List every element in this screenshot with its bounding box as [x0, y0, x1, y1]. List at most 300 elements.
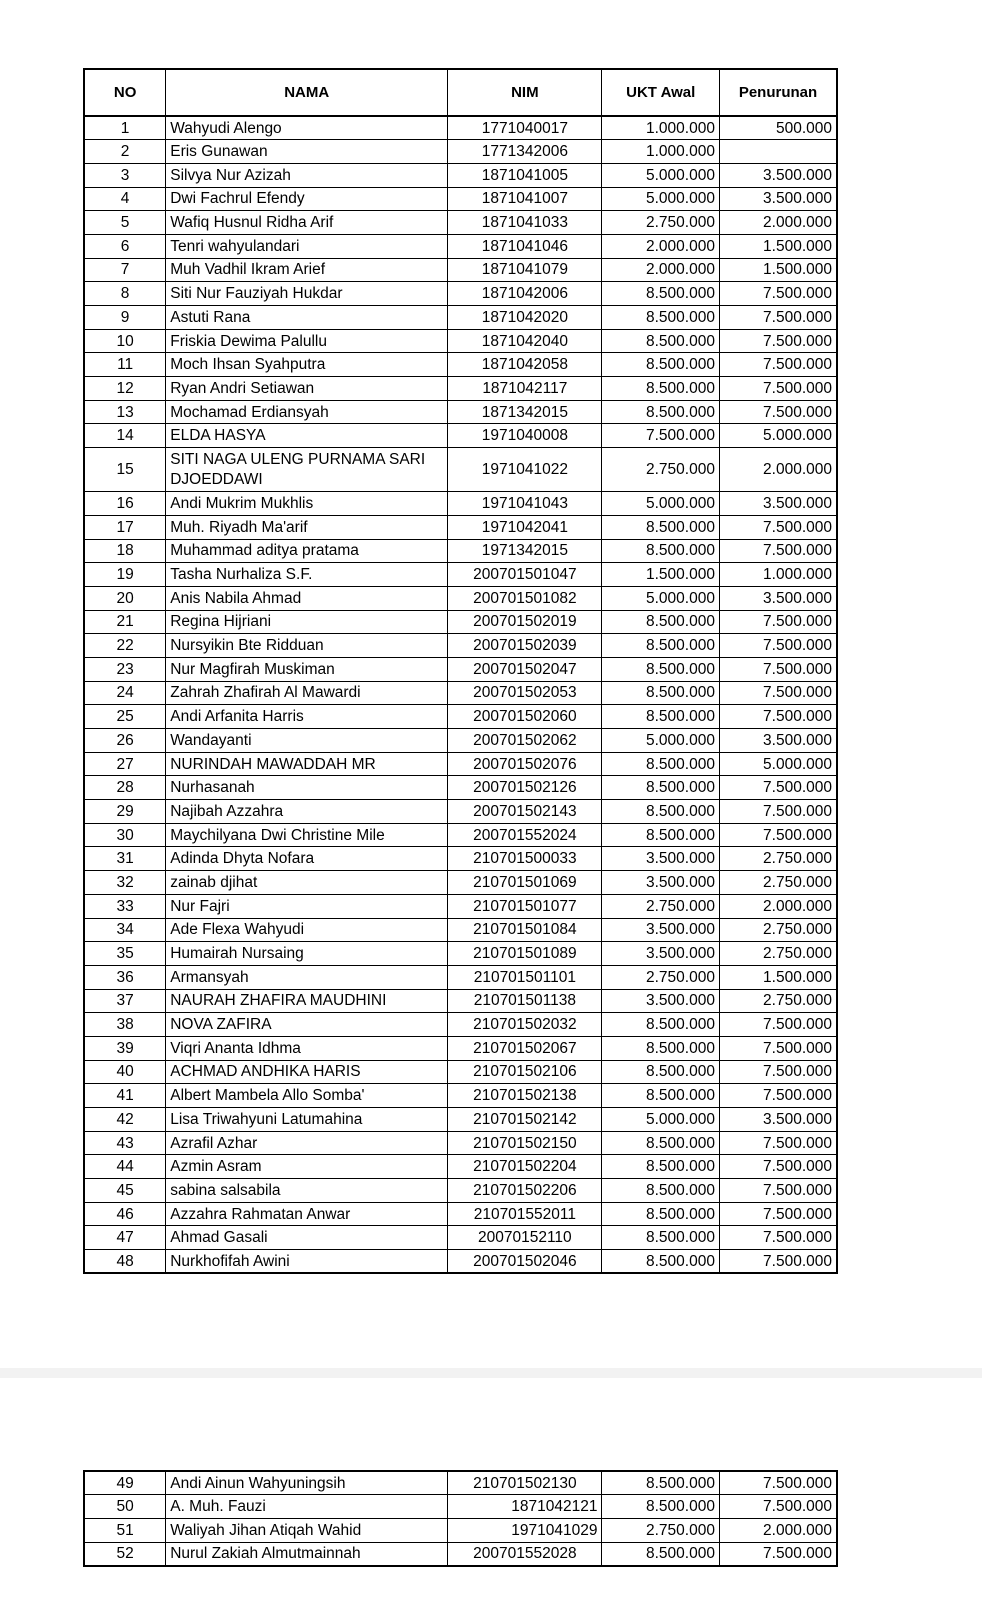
table-row [84, 1060, 837, 1084]
cell-ukt-awal: 2.750.000 [602, 211, 719, 235]
cell-nama: Wafiq Husnul Ridha Arif [166, 211, 448, 235]
cell-nim: 200701552024 [448, 823, 602, 847]
cell-nim: 200701501047 [448, 563, 602, 587]
cell-no: 2 [84, 140, 166, 164]
cell-nim: 210701552011 [448, 1202, 602, 1226]
cell-nama: Ahmad Gasali [166, 1226, 448, 1250]
cell-ukt-awal: 8.500.000 [602, 1226, 719, 1250]
table-row [84, 610, 837, 634]
cell-nim: 200701502039 [448, 634, 602, 658]
cell-nim: 200701502060 [448, 705, 602, 729]
cell-no: 39 [84, 1036, 166, 1060]
cell-ukt-awal: 3.500.000 [602, 918, 719, 942]
cell-ukt-awal: 3.500.000 [602, 989, 719, 1013]
cell-ukt-awal: 8.500.000 [602, 1202, 719, 1226]
cell-nama: Regina Hijriani [166, 610, 448, 634]
cell-no: 4 [84, 187, 166, 211]
table-row [84, 681, 837, 705]
cell-penurunan: 7.500.000 [719, 657, 837, 681]
cell-no: 40 [84, 1060, 166, 1084]
cell-nama: Anis Nabila Ahmad [166, 586, 448, 610]
table-row [84, 448, 837, 492]
table-row [84, 400, 837, 424]
cell-no: 10 [84, 329, 166, 353]
cell-nim: 200701502046 [448, 1250, 602, 1274]
cell-nama: ACHMAD ANDHIKA HARIS [166, 1060, 448, 1084]
cell-nama: Albert Mambela Allo Somba' [166, 1084, 448, 1108]
cell-no: 44 [84, 1155, 166, 1179]
cell-nama: NAURAH ZHAFIRA MAUDHINI [166, 989, 448, 1013]
cell-nama: Adinda Dhyta Nofara [166, 847, 448, 871]
cell-penurunan: 7.500.000 [719, 282, 837, 306]
cell-no: 14 [84, 424, 166, 448]
cell-nama: NOVA ZAFIRA [166, 1013, 448, 1037]
cell-nim: 200701501082 [448, 586, 602, 610]
cell-ukt-awal: 7.500.000 [602, 424, 719, 448]
cell-nim: 210701502206 [448, 1179, 602, 1203]
cell-nama: Nurkhofifah Awini [166, 1250, 448, 1274]
cell-ukt-awal: 8.500.000 [602, 1131, 719, 1155]
cell-penurunan: 2.750.000 [719, 847, 837, 871]
cell-nim: 210701502032 [448, 1013, 602, 1037]
table-row [84, 140, 837, 164]
cell-ukt-awal: 2.750.000 [602, 894, 719, 918]
cell-penurunan: 2.750.000 [719, 918, 837, 942]
cell-no: 3 [84, 163, 166, 187]
cell-nama: Zahrah Zhafirah Al Mawardi [166, 681, 448, 705]
table-header-row [84, 69, 837, 116]
cell-nama: Lisa Triwahyuni Latumahina [166, 1108, 448, 1132]
cell-nim: 210701501084 [448, 918, 602, 942]
cell-penurunan: 2.750.000 [719, 989, 837, 1013]
cell-nim: 1771342006 [448, 140, 602, 164]
cell-nama: Wandayanti [166, 729, 448, 753]
cell-nim: 1871042058 [448, 353, 602, 377]
table-row [84, 563, 837, 587]
cell-ukt-awal: 3.500.000 [602, 847, 719, 871]
cell-ukt-awal: 3.500.000 [602, 871, 719, 895]
cell-nama: Astuti Rana [166, 306, 448, 330]
cell-ukt-awal: 1.500.000 [602, 563, 719, 587]
cell-nim: 20070152110 [448, 1226, 602, 1250]
table-row [84, 1036, 837, 1060]
cell-no: 9 [84, 306, 166, 330]
cell-nama: Humairah Nursaing [166, 942, 448, 966]
cell-penurunan: 7.500.000 [719, 1179, 837, 1203]
cell-penurunan: 7.500.000 [719, 1084, 837, 1108]
cell-penurunan: 1.500.000 [719, 234, 837, 258]
student-ukt-table-continued [83, 1470, 838, 1567]
cell-nama: Waliyah Jihan Atiqah Wahid [166, 1518, 448, 1542]
table-row [84, 163, 837, 187]
cell-no: 45 [84, 1179, 166, 1203]
cell-no: 17 [84, 515, 166, 539]
cell-no: 32 [84, 871, 166, 895]
cell-nim: 1971041029 [448, 1518, 602, 1542]
cell-no: 29 [84, 800, 166, 824]
cell-no: 43 [84, 1131, 166, 1155]
header-penurunan: Penurunan [719, 69, 837, 116]
cell-penurunan: 7.500.000 [719, 1542, 837, 1566]
cell-no: 35 [84, 942, 166, 966]
table-row [84, 918, 837, 942]
cell-no: 31 [84, 847, 166, 871]
cell-penurunan: 2.750.000 [719, 871, 837, 895]
cell-ukt-awal: 8.500.000 [602, 1250, 719, 1274]
cell-no: 1 [84, 116, 166, 140]
cell-nim: 1871042040 [448, 329, 602, 353]
cell-nama: Maychilyana Dwi Christine Mile [166, 823, 448, 847]
cell-nama: Siti Nur Fauziyah Hukdar [166, 282, 448, 306]
table-row [84, 1179, 837, 1203]
cell-ukt-awal: 8.500.000 [602, 752, 719, 776]
cell-no: 34 [84, 918, 166, 942]
cell-nim: 200701502053 [448, 681, 602, 705]
cell-no: 37 [84, 989, 166, 1013]
cell-no: 52 [84, 1542, 166, 1566]
cell-ukt-awal: 2.000.000 [602, 258, 719, 282]
table-row [84, 1202, 837, 1226]
cell-ukt-awal: 1.000.000 [602, 140, 719, 164]
cell-penurunan: 7.500.000 [719, 1013, 837, 1037]
cell-nim: 1871042117 [448, 377, 602, 401]
cell-penurunan: 7.500.000 [719, 1060, 837, 1084]
cell-nama: NURINDAH MAWADDAH MR [166, 752, 448, 776]
cell-nim: 200701502126 [448, 776, 602, 800]
table-row [84, 586, 837, 610]
cell-nim: 210701502106 [448, 1060, 602, 1084]
cell-ukt-awal: 5.000.000 [602, 586, 719, 610]
cell-nim: 1871041007 [448, 187, 602, 211]
cell-ukt-awal: 8.500.000 [602, 400, 719, 424]
table-row [84, 800, 837, 824]
cell-no: 23 [84, 657, 166, 681]
cell-no: 16 [84, 492, 166, 516]
table-row [84, 116, 837, 140]
cell-penurunan: 3.500.000 [719, 1108, 837, 1132]
cell-nama: Tasha Nurhaliza S.F. [166, 563, 448, 587]
cell-no: 12 [84, 377, 166, 401]
cell-ukt-awal: 8.500.000 [602, 610, 719, 634]
cell-ukt-awal: 8.500.000 [602, 329, 719, 353]
cell-nama: Azmin Asram [166, 1155, 448, 1179]
cell-nim: 210701501069 [448, 871, 602, 895]
cell-ukt-awal: 8.500.000 [602, 282, 719, 306]
cell-ukt-awal: 8.500.000 [602, 1179, 719, 1203]
cell-nama: Armansyah [166, 965, 448, 989]
cell-no: 36 [84, 965, 166, 989]
cell-ukt-awal: 8.500.000 [602, 705, 719, 729]
cell-ukt-awal: 5.000.000 [602, 729, 719, 753]
table-row [84, 282, 837, 306]
table-row [84, 942, 837, 966]
cell-penurunan: 7.500.000 [719, 400, 837, 424]
cell-nama: Najibah Azzahra [166, 800, 448, 824]
cell-no: 46 [84, 1202, 166, 1226]
cell-nama: Andi Arfanita Harris [166, 705, 448, 729]
cell-ukt-awal: 8.500.000 [602, 306, 719, 330]
cell-penurunan: 1.500.000 [719, 258, 837, 282]
cell-ukt-awal: 8.500.000 [602, 823, 719, 847]
cell-no: 20 [84, 586, 166, 610]
table-row [84, 1226, 837, 1250]
table-row [84, 187, 837, 211]
page-break-band [0, 1368, 982, 1378]
cell-ukt-awal: 8.500.000 [602, 800, 719, 824]
cell-nama: A. Muh. Fauzi [166, 1495, 448, 1519]
cell-no: 26 [84, 729, 166, 753]
cell-penurunan: 7.500.000 [719, 1155, 837, 1179]
cell-penurunan: 2.000.000 [719, 894, 837, 918]
cell-nim: 200701502143 [448, 800, 602, 824]
cell-no: 22 [84, 634, 166, 658]
cell-nim: 210701502142 [448, 1108, 602, 1132]
cell-penurunan: 7.500.000 [719, 681, 837, 705]
cell-penurunan: 2.000.000 [719, 211, 837, 235]
table-row [84, 377, 837, 401]
table-row [84, 1250, 837, 1274]
cell-ukt-awal: 5.000.000 [602, 163, 719, 187]
header-ukt-awal: UKT Awal [602, 69, 719, 116]
cell-nama: Nur Fajri [166, 894, 448, 918]
table-row [84, 1518, 837, 1542]
cell-nama: Muh Vadhil Ikram Arief [166, 258, 448, 282]
header-nama: NAMA [166, 69, 448, 116]
cell-penurunan: 3.500.000 [719, 729, 837, 753]
cell-ukt-awal: 2.750.000 [602, 965, 719, 989]
cell-penurunan: 7.500.000 [719, 353, 837, 377]
cell-nim: 210701501077 [448, 894, 602, 918]
cell-no: 27 [84, 752, 166, 776]
cell-ukt-awal: 2.750.000 [602, 1518, 719, 1542]
cell-penurunan: 7.500.000 [719, 329, 837, 353]
cell-nim: 210701500033 [448, 847, 602, 871]
cell-penurunan: 2.000.000 [719, 1518, 837, 1542]
cell-ukt-awal: 8.500.000 [602, 353, 719, 377]
cell-penurunan: 7.500.000 [719, 1226, 837, 1250]
cell-penurunan: 7.500.000 [719, 1131, 837, 1155]
cell-penurunan: 3.500.000 [719, 492, 837, 516]
cell-nim: 1771040017 [448, 116, 602, 140]
cell-no: 7 [84, 258, 166, 282]
cell-nim: 1871342015 [448, 400, 602, 424]
cell-penurunan: 2.000.000 [719, 448, 837, 492]
cell-penurunan: 3.500.000 [719, 163, 837, 187]
cell-no: 15 [84, 448, 166, 492]
cell-nama: Muhammad aditya pratama [166, 539, 448, 563]
cell-penurunan: 500.000 [719, 116, 837, 140]
cell-penurunan: 2.750.000 [719, 942, 837, 966]
table-row [84, 211, 837, 235]
cell-ukt-awal: 8.500.000 [602, 1155, 719, 1179]
table-row [84, 634, 837, 658]
cell-ukt-awal: 8.500.000 [602, 657, 719, 681]
table-row [84, 515, 837, 539]
table-row [84, 1108, 837, 1132]
cell-nama: Ryan Andri Setiawan [166, 377, 448, 401]
cell-nim: 1971041043 [448, 492, 602, 516]
cell-nama: Nurul Zakiah Almutmainnah [166, 1542, 448, 1566]
table-row [84, 1131, 837, 1155]
table-row [84, 705, 837, 729]
cell-ukt-awal: 3.500.000 [602, 942, 719, 966]
cell-no: 30 [84, 823, 166, 847]
cell-nim: 210701502150 [448, 1131, 602, 1155]
cell-ukt-awal: 8.500.000 [602, 1542, 719, 1566]
cell-ukt-awal: 8.500.000 [602, 539, 719, 563]
cell-nama: Nurhasanah [166, 776, 448, 800]
cell-penurunan: 7.500.000 [719, 705, 837, 729]
table-row [84, 776, 837, 800]
cell-nama: ELDA HASYA [166, 424, 448, 448]
cell-ukt-awal: 8.500.000 [602, 515, 719, 539]
cell-nama: Viqri Ananta Idhma [166, 1036, 448, 1060]
cell-nim: 1971041022 [448, 448, 602, 492]
cell-no: 33 [84, 894, 166, 918]
cell-penurunan: 3.500.000 [719, 586, 837, 610]
cell-penurunan: 7.500.000 [719, 1036, 837, 1060]
cell-penurunan: 7.500.000 [719, 377, 837, 401]
table-row [84, 965, 837, 989]
cell-nim: 1871042006 [448, 282, 602, 306]
cell-penurunan: 1.000.000 [719, 563, 837, 587]
cell-nim: 200701502019 [448, 610, 602, 634]
cell-ukt-awal: 8.500.000 [602, 1084, 719, 1108]
cell-ukt-awal: 5.000.000 [602, 1108, 719, 1132]
table-row [84, 424, 837, 448]
cell-nim: 200701502076 [448, 752, 602, 776]
cell-no: 19 [84, 563, 166, 587]
cell-nama: Moch Ihsan Syahputra [166, 353, 448, 377]
cell-nama: Friskia Dewima Palullu [166, 329, 448, 353]
cell-nama: Andi Mukrim Mukhlis [166, 492, 448, 516]
cell-ukt-awal: 5.000.000 [602, 492, 719, 516]
cell-penurunan: 7.500.000 [719, 1471, 837, 1495]
cell-penurunan: 7.500.000 [719, 610, 837, 634]
cell-no: 49 [84, 1471, 166, 1495]
table-row [84, 306, 837, 330]
cell-nama: Muh. Riyadh Ma'arif [166, 515, 448, 539]
cell-nim: 210701502204 [448, 1155, 602, 1179]
table-row [84, 1013, 837, 1037]
cell-penurunan: 7.500.000 [719, 1202, 837, 1226]
cell-nama: Silvya Nur Azizah [166, 163, 448, 187]
cell-ukt-awal: 8.500.000 [602, 1471, 719, 1495]
cell-no: 6 [84, 234, 166, 258]
cell-penurunan: 7.500.000 [719, 634, 837, 658]
table-row [84, 657, 837, 681]
cell-nim: 1871042121 [448, 1495, 602, 1519]
table-row [84, 353, 837, 377]
cell-nim: 1871041046 [448, 234, 602, 258]
cell-nim: 1871041033 [448, 211, 602, 235]
cell-no: 13 [84, 400, 166, 424]
cell-ukt-awal: 8.500.000 [602, 634, 719, 658]
cell-nim: 1871042020 [448, 306, 602, 330]
cell-ukt-awal: 8.500.000 [602, 1060, 719, 1084]
cell-nama: Nursyikin Bte Ridduan [166, 634, 448, 658]
cell-no: 24 [84, 681, 166, 705]
header-no: NO [84, 69, 166, 116]
cell-no: 42 [84, 1108, 166, 1132]
cell-penurunan: 3.500.000 [719, 187, 837, 211]
cell-nim: 1971042041 [448, 515, 602, 539]
cell-ukt-awal: 8.500.000 [602, 1013, 719, 1037]
table-row [84, 871, 837, 895]
table-row [84, 234, 837, 258]
cell-ukt-awal: 8.500.000 [602, 1036, 719, 1060]
cell-nama: Dwi Fachrul Efendy [166, 187, 448, 211]
cell-nim: 200701502062 [448, 729, 602, 753]
cell-penurunan: 1.500.000 [719, 965, 837, 989]
cell-ukt-awal: 2.000.000 [602, 234, 719, 258]
cell-no: 51 [84, 1518, 166, 1542]
cell-no: 25 [84, 705, 166, 729]
header-nim: NIM [448, 69, 602, 116]
table-row [84, 989, 837, 1013]
table-row [84, 258, 837, 282]
cell-penurunan: 7.500.000 [719, 1495, 837, 1519]
cell-penurunan: 7.500.000 [719, 306, 837, 330]
cell-penurunan: 7.500.000 [719, 800, 837, 824]
cell-nim: 210701501138 [448, 989, 602, 1013]
table-row [84, 1084, 837, 1108]
table-row [84, 752, 837, 776]
cell-penurunan: 7.500.000 [719, 515, 837, 539]
cell-nama: sabina salsabila [166, 1179, 448, 1203]
cell-nim: 1871041005 [448, 163, 602, 187]
cell-ukt-awal: 8.500.000 [602, 776, 719, 800]
cell-ukt-awal: 8.500.000 [602, 377, 719, 401]
cell-nim: 1871041079 [448, 258, 602, 282]
cell-no: 41 [84, 1084, 166, 1108]
table-row [84, 1495, 837, 1519]
cell-ukt-awal: 8.500.000 [602, 681, 719, 705]
cell-no: 47 [84, 1226, 166, 1250]
cell-nim: 1971040008 [448, 424, 602, 448]
cell-no: 28 [84, 776, 166, 800]
cell-nama: Azrafil Azhar [166, 1131, 448, 1155]
cell-nim: 1971342015 [448, 539, 602, 563]
cell-penurunan: 7.500.000 [719, 1250, 837, 1274]
cell-penurunan: 5.000.000 [719, 752, 837, 776]
cell-penurunan: 7.500.000 [719, 823, 837, 847]
table-row [84, 1471, 837, 1495]
table-row [84, 894, 837, 918]
cell-nama: Eris Gunawan [166, 140, 448, 164]
table-row [84, 823, 837, 847]
table-row [84, 847, 837, 871]
table-row [84, 1542, 837, 1566]
table-row [84, 329, 837, 353]
cell-nama: Andi Ainun Wahyuningsih [166, 1471, 448, 1495]
cell-nim: 210701501089 [448, 942, 602, 966]
cell-ukt-awal: 1.000.000 [602, 116, 719, 140]
cell-nama: Mochamad Erdiansyah [166, 400, 448, 424]
cell-no: 11 [84, 353, 166, 377]
cell-no: 48 [84, 1250, 166, 1274]
student-ukt-table [83, 68, 838, 1274]
cell-nim: 210701502067 [448, 1036, 602, 1060]
cell-no: 21 [84, 610, 166, 634]
cell-nama: Wahyudi Alengo [166, 116, 448, 140]
cell-nama: Tenri wahyulandari [166, 234, 448, 258]
cell-ukt-awal: 2.750.000 [602, 448, 719, 492]
cell-no: 50 [84, 1495, 166, 1519]
cell-ukt-awal: 8.500.000 [602, 1495, 719, 1519]
table-row [84, 729, 837, 753]
cell-nama: Azzahra Rahmatan Anwar [166, 1202, 448, 1226]
